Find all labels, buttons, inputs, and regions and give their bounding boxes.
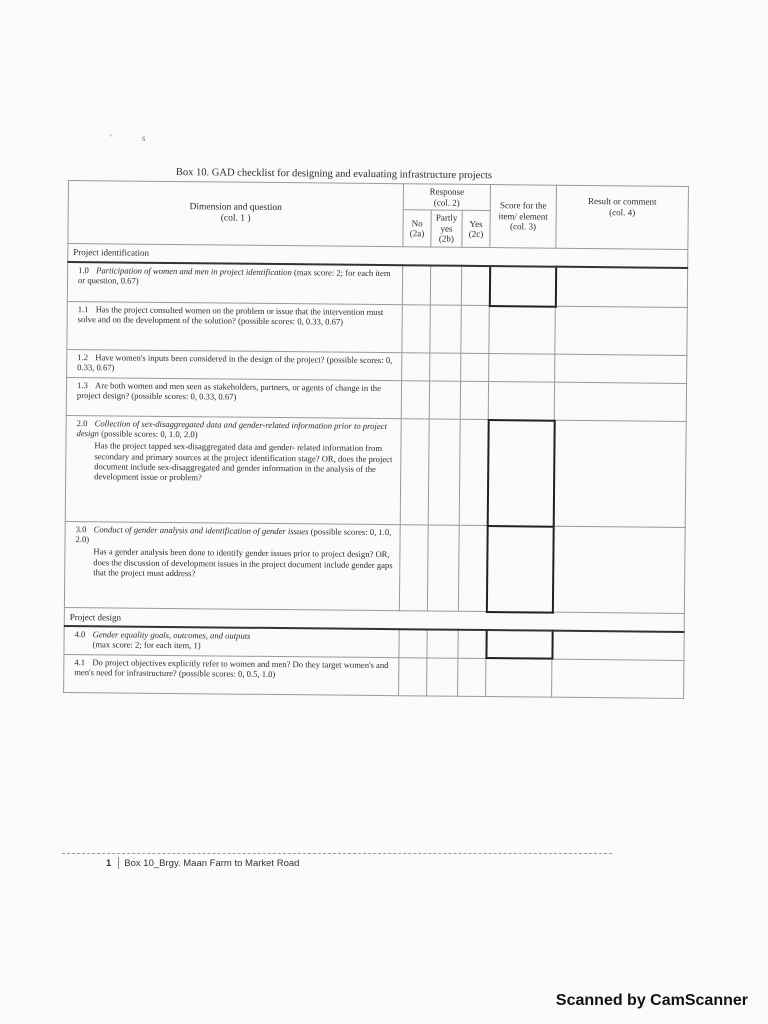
yes-cell[interactable] [461, 353, 489, 381]
footnote-number: 1 [106, 857, 112, 869]
result-cell[interactable] [552, 526, 685, 613]
result-header-label: Result or comment [588, 195, 657, 207]
table-row [67, 302, 687, 356]
partly-cell[interactable] [427, 658, 458, 696]
table-row [65, 416, 686, 528]
footnote [106, 857, 299, 869]
dimension-header-col: (col. 1 ) [220, 213, 251, 224]
score-cell[interactable] [486, 526, 553, 613]
no-cell[interactable] [402, 353, 430, 381]
question-body: Has the project tapped sex-disaggregated data and gender- related information from secondary and primary sources at the project identification stage? OR, does the project document include sex-disaggregated and gender information in the analysis of the development issue or problem? [94, 440, 393, 483]
document-title: Box 10. GAD checklist for designing and evaluating infrastructure projects [175, 167, 493, 182]
response-header-col: (col. 2) [433, 197, 460, 208]
footnote-bar [118, 857, 119, 869]
no-cell[interactable] [400, 419, 429, 525]
result-header-col: (col. 4) [609, 206, 636, 218]
question-title: Participation of women and men in project identification [96, 264, 292, 277]
partly-cell[interactable] [430, 305, 461, 353]
question-text: Do project objectives explicitly refer to women and men? Do they target women's and men's need for infrastructure? (possible scores: 0, 0.5, 1.0) [74, 657, 389, 679]
no-cell[interactable] [402, 305, 430, 353]
score-cell[interactable] [488, 382, 554, 421]
partly-cell[interactable] [429, 381, 460, 419]
question-text: Have women's inputs been considered in the design of the project? (possible scores: 0, 0.33, 0.67) [77, 352, 393, 373]
question-number: 3.0 [75, 524, 87, 535]
score-cell[interactable] [489, 266, 555, 307]
no-cell[interactable] [399, 525, 428, 611]
result-cell[interactable] [552, 659, 684, 698]
footnote-text: Box 10_Brgy. Maan Farm to Market Road [124, 857, 300, 869]
scan-specks: ' s [110, 133, 160, 143]
dimension-header-label: Dimension and question [189, 201, 282, 213]
question-title: Gender equality goals, outcomes, and outputs [92, 629, 251, 642]
result-cell[interactable] [555, 266, 687, 307]
header-row-top [68, 181, 688, 213]
result-cell[interactable] [553, 420, 686, 527]
question-note: (max score: 2; for each item or question, 0.67) [77, 266, 391, 286]
question-3-0 [64, 522, 400, 611]
partly-header-label: Partly yes [435, 212, 458, 234]
no-cell[interactable] [401, 381, 429, 419]
question-number: 1.3 [76, 380, 88, 391]
score-cell[interactable] [486, 630, 552, 659]
score-header-label: Score for the item/ element [498, 200, 548, 222]
response-header [403, 184, 490, 211]
result-header [556, 185, 689, 249]
score-header [490, 185, 557, 249]
partly-cell[interactable] [427, 630, 458, 658]
score-header-col: (col. 3) [510, 221, 537, 232]
section-project-design: Project design [64, 608, 684, 633]
partly-cell[interactable] [430, 265, 461, 305]
no-cell[interactable] [402, 265, 430, 305]
question-text: Has the project consulted women on the problem or issue that the intervention must solve and on the development of the solution? (possible scores: 0, 0.33, 0.67) [77, 304, 384, 327]
table-row [67, 262, 687, 308]
partly-header-col: (2b) [438, 234, 454, 245]
partly-cell[interactable] [430, 353, 461, 381]
response-header-label: Response [429, 186, 465, 197]
question-note: (possible scores: 0, 1.0, 2.0) [101, 428, 198, 440]
question-note: (max score: 2; for each item, 1) [92, 639, 201, 651]
no-header-col: (2a) [409, 228, 425, 239]
result-cell[interactable] [554, 382, 686, 421]
score-cell[interactable] [489, 306, 555, 355]
yes-cell[interactable] [461, 265, 489, 305]
table-row [64, 654, 684, 698]
camscanner-watermark: Scanned by CamScanner [555, 992, 748, 1009]
question-text: Are both women and men seen as stakeholders, partners, or agents of change in the project design? (possible scores: 0, 0.33, 0.67) [76, 380, 381, 402]
question-4-0 [64, 626, 399, 657]
question-number: 1.2 [77, 352, 89, 363]
yes-header [462, 211, 490, 248]
question-note: (possible scores: 0, 1.0, 2.0) [75, 526, 392, 545]
partly-cell[interactable] [427, 525, 459, 611]
score-cell[interactable] [486, 658, 552, 697]
yes-cell[interactable] [459, 419, 488, 525]
table-row [64, 522, 685, 614]
dimension-header [68, 181, 404, 247]
yes-header-label: Yes [469, 218, 483, 229]
yes-cell[interactable] [458, 630, 486, 658]
question-1-3 [66, 378, 401, 419]
question-title: Conduct of gender analysis and identification of gender issues [93, 524, 309, 537]
question-1-2 [67, 350, 402, 381]
result-cell[interactable] [555, 306, 687, 355]
table-row [66, 378, 686, 422]
question-number: 4.1 [74, 656, 86, 667]
yes-cell[interactable] [461, 305, 489, 353]
question-number: 1.1 [77, 304, 89, 315]
question-number: 2.0 [76, 418, 88, 429]
no-cell[interactable] [399, 629, 427, 657]
checklist-sheet [63, 180, 688, 699]
score-cell[interactable] [487, 420, 554, 527]
no-header-label: No [411, 217, 423, 228]
yes-header-col: (2c) [468, 228, 484, 240]
question-2-0 [65, 416, 401, 525]
no-cell[interactable] [399, 657, 427, 695]
question-body: Has a gender analysis been done to identify gender issues prior to project design? OR, does the discussion of development issues in the project document include gender gaps that the project must address? [93, 546, 393, 578]
yes-cell[interactable] [458, 525, 487, 611]
partly-header [431, 210, 462, 247]
no-header [403, 210, 431, 247]
result-cell[interactable] [555, 354, 687, 383]
question-4-1 [64, 654, 399, 695]
section-project-identification: Project identification [68, 244, 688, 268]
question-title: Collection of sex-disaggregated data and gender-related information prior to project design [76, 418, 387, 439]
question-1-1 [67, 302, 402, 353]
yes-cell[interactable] [458, 658, 486, 696]
footnote-divider [62, 853, 612, 854]
score-cell[interactable] [489, 354, 555, 383]
yes-cell[interactable] [460, 381, 488, 419]
partly-cell[interactable] [428, 419, 460, 525]
question-number: 1.0 [78, 264, 89, 275]
gad-checklist-table [63, 180, 689, 699]
result-cell[interactable] [552, 631, 684, 660]
question-number: 4.0 [74, 629, 86, 640]
question-1-0 [67, 262, 402, 305]
